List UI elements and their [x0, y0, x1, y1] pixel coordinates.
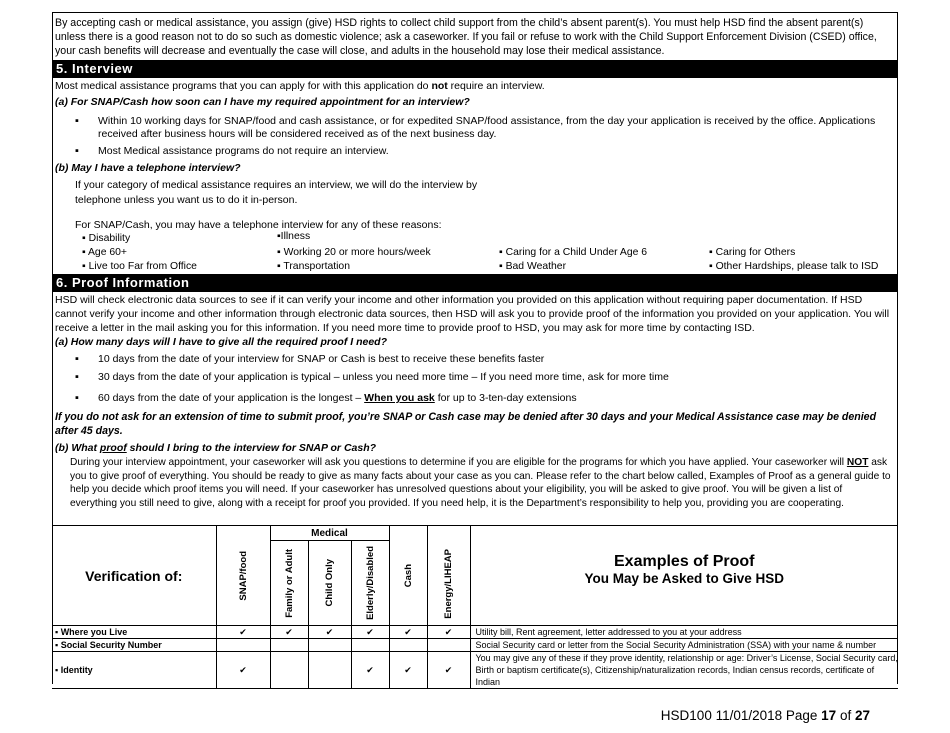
proof-question-b: (b) What proof should I bring to the interview for SNAP or Cash?	[55, 442, 377, 454]
interview-lead: Most medical assistance programs that you can apply for with this application do not require an interview.	[55, 80, 545, 92]
medical-header: Medical	[270, 526, 389, 541]
column-header: Cash	[389, 526, 427, 626]
interview-question-a: (a) For SNAP/Cash how soon can I have my required appointment for an interview?	[55, 96, 470, 108]
reason-item: ▪ Transportation	[277, 261, 350, 272]
reason-item: ▪ Age 60+	[82, 247, 127, 258]
table-row: ▪ Where you Live ✔ ✔ ✔ ✔ ✔ ✔ Utility bill, Rent agreement, letter addressed to you at your address	[52, 626, 898, 639]
verification-header: Verification of:	[52, 526, 216, 626]
list-item: ▪ 10 days from the date of your interview for SNAP or Cash is best to receive these benefits faster	[53, 353, 897, 366]
column-header: Family or Adult	[270, 541, 308, 626]
reason-item: ▪ Caring for Others	[709, 247, 796, 258]
phone-text-1: If your category of medical assistance requires an interview, we will do the interview by	[75, 179, 478, 191]
column-header: Energy/LIHEAP	[427, 526, 470, 626]
proof-warning: If you do not ask for an extension of time to submit proof, you’re SNAP or Cash case may be denied after 30 days and your Medical Assistance case may be denied after 45 days.	[55, 411, 877, 437]
column-header: Elderly/Disabled	[351, 541, 389, 626]
page-footer: HSD100 11/01/2018 Page 17 of 27	[660, 708, 870, 723]
phone-text-2: telephone unless you want us to do it in-person.	[75, 194, 298, 206]
column-header: Child Only	[308, 541, 351, 626]
reason-item: ▪ Live too Far from Office	[82, 261, 197, 272]
column-header: SNAP/food	[216, 526, 270, 626]
list-item: ▪ 30 days from the date of your application is typical – unless you need more time – If you need more time, ask for more time	[53, 371, 897, 384]
reason-item: ▪ Other Hardships, please talk to ISD	[709, 261, 879, 272]
reason-item: ▪ Working 20 or more hours/week	[277, 247, 431, 258]
section-6-heading: 6. Proof Information	[53, 274, 897, 292]
child-support-notice: By accepting cash or medical assistance, you assign (give) HSD rights to collect child support from the child’s absent parent(s). You must help HSD find the absent parent(s) unless there is a good reason not to do so such as domestic violence; ask a caseworker. If you fail or refuse to work with the Child Support Enforcement Division (CSED) office, your cash benefits will decrease and eventually the case will close, and adults in the household may lose their medical assistance.	[55, 17, 877, 57]
verification-table	[52, 525, 898, 689]
reason-item: ▪ Caring for a Child Under Age 6	[499, 247, 648, 258]
reasons-grid	[53, 232, 897, 274]
list-item: ▪ Most Medical assistance programs do not require an interview.	[53, 145, 897, 158]
section-5-heading: 5. Interview	[53, 60, 897, 78]
list-item: ▪ Within 10 working days for SNAP/food and cash assistance, or for expedited SNAP/food assistance, from the day your application is received by the office. Applications received after business hours will be considered received as of the next business day.	[53, 115, 897, 141]
reason-item: ▪ Bad Weather	[499, 261, 567, 272]
interview-question-b: (b) May I have a telephone interview?	[55, 162, 241, 174]
reason-item: ▪ Disability	[82, 233, 131, 244]
proof-paragraph: During your interview appointment, your caseworker will ask you questions to determine if you are eligible for the programs for which you have applied. Your caseworker will NOT ask you to give proof of everything. You should be ready to give as many facts about your case as you can. Please refer to the chart below called, Examples of Proof as a general guide to help you decide which proof items you will need. If your caseworker has unresolved questions about your eligibility, you will be asked to give proof. You will be given a list of everything you still need to give, along with a receipt for proof you provided. If you need help, it is the Department’s responsibility to help you, providing you are cooperating.	[70, 457, 891, 509]
proof-question-a: (a) How many days will I have to give all the required proof I need?	[55, 336, 387, 348]
interview-bullets	[53, 115, 897, 158]
examples-header: Examples of Proof You May be Asked to Give HSD	[470, 526, 898, 626]
reasons-lead: For SNAP/Cash, you may have a telephone interview for any of these reasons:	[75, 219, 442, 231]
table-row: ▪ Social Security Number Social Security card or letter from the Social Security Administration (SSA) with your name & number	[52, 639, 898, 652]
proof-lead: HSD will check electronic data sources to see if it can verify your income and other information you provided on this application without requiring paper documentation. If HSD cannot verify your income and other information through electronic data sources, then HSD will ask you to provide proof of the information you provided on your application. You will receive a letter in the mail asking you for this information. If you need more time to provide proof to HSD, you may ask for more time by contacting ISD.	[55, 294, 890, 334]
list-item: ▪ 60 days from the date of your application is the longest – When you ask for up to 3-ten-day extensions	[53, 392, 897, 405]
table-row: ▪ Identity ✔ ✔ ✔ ✔ You may give any of these if they prove identity, relationship or age: Driver’s License, Social Security card, Birth or baptism certificate(s), Citizenship/naturalization records, Indian census records, certificate of Indian	[52, 652, 898, 689]
reason-item: ▪Illness	[277, 231, 311, 242]
proof-bullets	[53, 353, 897, 405]
